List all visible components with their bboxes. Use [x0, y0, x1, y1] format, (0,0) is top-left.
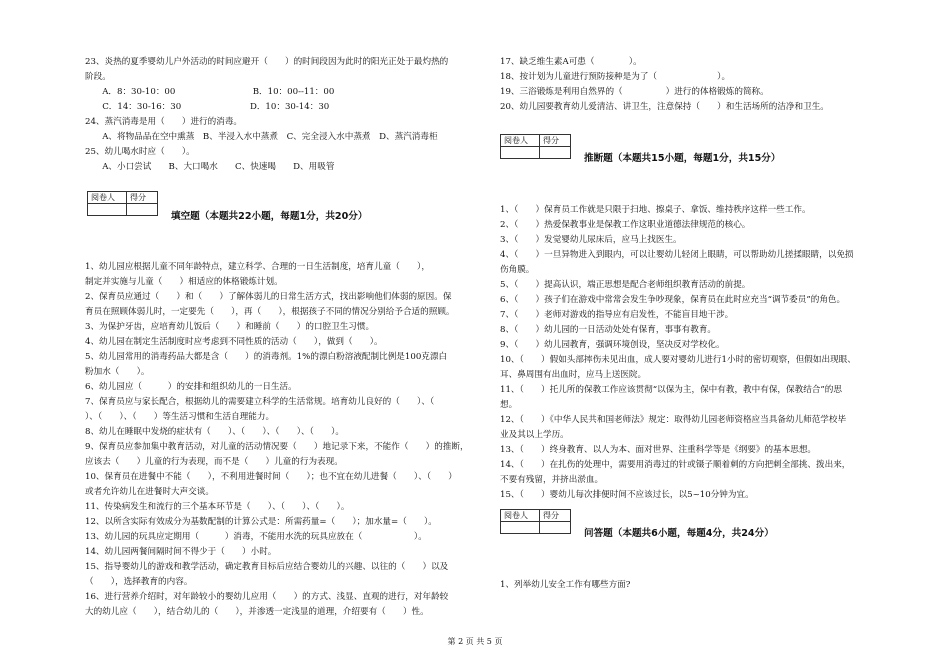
score-box — [87, 191, 158, 216]
question-text: 阶段。 — [85, 72, 111, 82]
question-text: 粉加水（ ）。 — [85, 367, 150, 377]
score-cell — [127, 204, 158, 216]
question-text: 8、（ ）幼儿园的一日活动处处有保育，事事有教育。 — [500, 325, 717, 335]
question-text: 13、（ ）终身教育、以人为本、面对世界、注重科学等是《纲要》的基本思想。 — [500, 445, 817, 455]
question-text: 5、（ ）提高认识，端正思想是配合老师组织教育活动的前提。 — [500, 280, 751, 290]
question-text: 5、幼儿园常用的消毒药品大都是含（ ）的消毒剂。1%的漂白粉溶液配制比例是100克漂白 — [85, 352, 448, 362]
question-text: 14、幼儿园两餐间隔时间不得少于（ ）小时。 — [85, 547, 277, 557]
option-text: A、小口尝试 B、大口喝水 C、快速喝 D、用吸管 — [85, 162, 335, 172]
section-title: 推断题（本题共15小题，每题1分，共15分） — [584, 153, 781, 164]
question-text: 17、缺乏维生素A可患（ ）。 — [500, 57, 642, 67]
reviewer-cell — [501, 147, 540, 159]
question-text: 7、（ ）老师对游戏的指导应有启发性，不能盲目地干涉。 — [500, 310, 734, 320]
question-text: 4、幼儿园在制定生活制度时应考虑到不同性质的活动（ ），做到（ ）。 — [85, 337, 383, 347]
question-text: 不要有残留，并挤出淤血。 — [500, 475, 604, 485]
question-text: 20、幼儿园要教育幼儿爱清洁、讲卫生，注意保持（ ）和生活场所的洁净和卫生。 — [500, 102, 829, 112]
question-text: 业及其以上学历。 — [500, 430, 569, 440]
score-label: 得分 — [540, 510, 571, 522]
question-text: 3、为保护牙齿，应培育幼儿饭后（ ）和睡前（ ）的口腔卫生习惯。 — [85, 322, 375, 332]
question-text: 1、（ ）保育员工作就是只限于扫地、擦桌子、拿饭、维持秩序这样一些工作。 — [500, 205, 811, 215]
question-text: 24、蒸汽消毒是用（ ）进行的消毒。 — [85, 117, 243, 127]
section-title: 问答题（本题共6小题，每题4分，共24分） — [584, 528, 774, 539]
question-text: 15、指导婴幼儿的游戏和教学活动，确定教育目标后应结合婴幼儿的兴趣、以往的（ ）以及 — [85, 562, 449, 572]
score-cell — [540, 147, 571, 159]
question-text: 15、（ ）婴幼儿每次排便时间不应该过长，以5~10分钟为宜。 — [500, 490, 754, 500]
question-text: 大的幼儿应（ ），结合幼儿的（ ），并渗透一定浅显的道理，介绍要有（ ）性。 — [85, 607, 429, 617]
question-text: ）、（ ）、（ ）等生活习惯和生活自理能力。 — [85, 412, 275, 422]
option-text: C．14：30-16：30 D．10：30-14：30 — [85, 102, 330, 112]
reviewer-label: 阅卷人 — [88, 192, 127, 204]
question-text: 16、进行营养介绍时，对年龄较小的婴幼儿应用（ ）的方式、浅显、直观的进行，对年龄较 — [85, 592, 449, 602]
page-number: 第 2 页 共 5 页 — [447, 637, 503, 646]
question-text: 7、保育员应与家长配合，根据幼儿的需要建立科学的生活常规。培育幼儿良好的（ ）、（ — [85, 397, 435, 407]
question-text: 12、以所含实际有效成分为基数配制的计算公式是：所需药量=（ ）；加水量=（ ）。 — [85, 517, 437, 527]
question-text: 19、三浴锻炼是利用自然界的（ ）进行的体格锻炼的简称。 — [500, 87, 769, 97]
question-text: 4、（ ）一旦异物进入到眼内，可以让婴幼儿轻闭上眼睛，可以帮助幼儿搓揉眼睛，以免损 — [500, 250, 854, 260]
question-text: 育员在照顾体弱儿时，一定要先（ ），再（ ），根据孩子不同的情况分别给予合适的照顾。 — [85, 307, 455, 317]
question-text: 11、（ ）托儿所的保教工作应该贯彻“以保为主，保中有教，教中有保，保教结合”的思 — [500, 385, 842, 395]
question-text: 1、幼儿园应根据儿童不同年龄特点，建立科学、合理的一日生活制度，培育儿童（ ）， — [85, 262, 430, 272]
question-text: 12、（ ）《中华人民共和国老师法》规定：取得幼儿园老师资格应当具备幼儿师范学校毕 — [500, 415, 847, 425]
score-label: 得分 — [127, 192, 158, 204]
reviewer-cell — [88, 204, 127, 216]
question-text: 2、（ ）热爱保教事业是保教工作这职业道德法律规范的核心。 — [500, 220, 751, 230]
question-text: 3、（ ）发觉婴幼儿尿床后，应马上找医生。 — [500, 235, 682, 245]
reviewer-cell — [501, 522, 540, 534]
score-label: 得分 — [540, 135, 571, 147]
question-text: 11、传染病发生和流行的三个基本环节是（ ）、（ ）、（ ）。 — [85, 502, 350, 512]
question-text: 10、保育员在进餐中不能（ ），不利用进餐时间（ ）；也不宜在幼儿进餐（ ）、（ ） — [85, 472, 457, 482]
question-text: （ ），选择教育的内容。 — [85, 577, 193, 587]
question-text: 伤角膜。 — [500, 265, 535, 275]
question-text: 9、保育员应参加集中教育活动，对儿童的活动情况要（ ）地记录下来，不能作（ ）的推断， — [85, 442, 469, 452]
question-text: 18、按计划为儿童进行预防接种是为了（ ）。 — [500, 72, 731, 82]
question-text: 8、幼儿在睡眠中发烧的症状有（ ）、（ ）、（ ）、（ ）。 — [85, 427, 344, 437]
score-box — [500, 509, 571, 534]
question-text: 13、幼儿园的玩具应定期用（ ）消毒，不能用水洗的玩具应放在（ ）。 — [85, 532, 427, 542]
question-text: 1、列举幼儿安全工作有哪些方面? — [500, 580, 631, 590]
question-text: 耳、鼻周围有出血时，应马上送医院。 — [500, 370, 647, 380]
option-text: A．8：30-10：00 B．10：00--11：00 — [85, 87, 335, 97]
question-text: 23、炎热的夏季婴幼儿户外活动的时间应避开（ ）的时间段因为此时的阳光正处于最灼热的 — [85, 57, 449, 67]
reviewer-label: 阅卷人 — [501, 510, 540, 522]
question-text: 10、（ ）假如头部摔伤未见出血，成人要对婴幼儿进行1小时的密切观察，但假如出现眼、 — [500, 355, 856, 365]
question-text: 6、（ ）孩子们在游戏中常常会发生争吵现象，保育员在此时应充当“调节委员”的角色。 — [500, 295, 846, 305]
question-text: 6、幼儿园应（ ）的安排和组织幼儿的一日生活。 — [85, 382, 297, 392]
reviewer-label: 阅卷人 — [501, 135, 540, 147]
section-title: 填空题（本题共22小题，每题1分，共20分） — [171, 211, 368, 222]
question-text: 或者允许幼儿在进餐时大声交谈。 — [85, 487, 214, 497]
question-text: 14、（ ）在扎伤的处理中，需要用消毒过的针或镊子顺着刺的方向把刺全部挑、拨出来， — [500, 460, 851, 470]
option-text: A、将物品品在空中熏蒸 B、半浸入水中蒸煮 C、完全浸入水中蒸煮 D、蒸汽消毒柜 — [85, 132, 438, 142]
score-box — [500, 134, 571, 159]
question-text: 制定并实施与儿童（ ）相适应的体格锻炼计划。 — [85, 277, 283, 287]
question-text: 2、保育员应通过（ ）和（ ）了解体弱儿的日常生活方式，找出影响他们体弱的原因。保 — [85, 292, 452, 302]
question-text: 9、（ ）幼儿园教育，强调环境创设，坚决反对学校化。 — [500, 340, 725, 350]
score-cell — [540, 522, 571, 534]
question-text: 25、幼儿喝水时应（ ）。 — [85, 147, 195, 157]
question-text: 想。 — [500, 400, 518, 410]
question-text: 应该去（ ）儿童的行为表现，而不是（ ）儿童的行为表现。 — [85, 457, 343, 467]
